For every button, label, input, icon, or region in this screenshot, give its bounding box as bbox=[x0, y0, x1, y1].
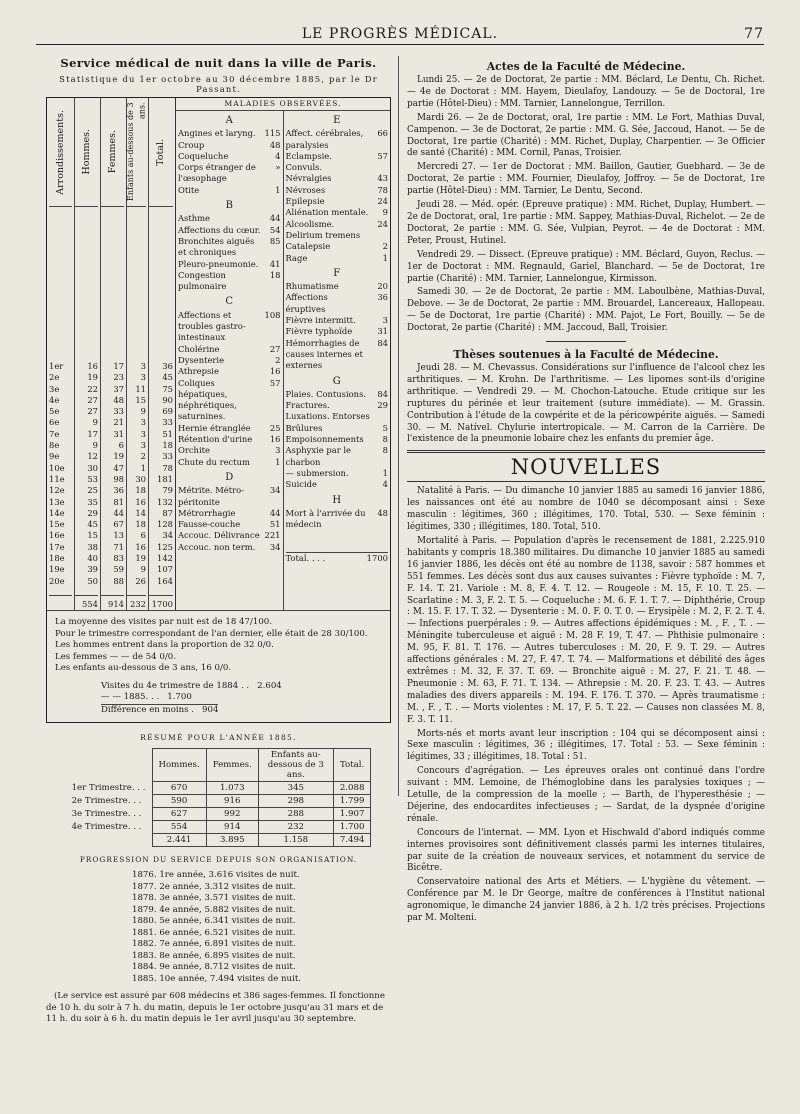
grand-total-label: Total. . . . bbox=[285, 553, 326, 564]
resume-cell: 288 bbox=[258, 808, 333, 821]
disease-name: Accouc. Délivrance bbox=[178, 530, 260, 541]
hommes-total: 554 bbox=[75, 595, 98, 610]
maladies-section bbox=[176, 98, 390, 610]
disease-name: Affections éruptives bbox=[285, 292, 328, 314]
disease-row bbox=[286, 253, 389, 264]
resume-cell: 3e Trimestre. . . bbox=[71, 809, 142, 820]
service-note: (Le service est assuré par 608 médecins et 386 sages-femmes. Il fonctionne de 10 h. du soir à 7 h. du matin, depuis le 1er octobre jusqu'au 31 mars et de 11 h. du soir à 6 h. du matin depuis le 1er avril jusqu'au 30 septembre. bbox=[46, 991, 385, 1025]
resume-header-cell: Femmes. bbox=[206, 749, 258, 782]
resume-table bbox=[66, 748, 372, 847]
disease-name: Asthme bbox=[178, 213, 211, 224]
disease-count: 1 bbox=[382, 467, 388, 478]
resume-row bbox=[66, 808, 371, 821]
running-header bbox=[36, 26, 764, 45]
hommes-values: 16 19 22 27 27 9 17 9 12 30 53 25 35 29 45 15 38 40 39 50 bbox=[87, 361, 98, 586]
progression-item: 1881. 6e année, 6.521 visites de nuit. bbox=[132, 927, 296, 938]
disease-count: 25 bbox=[269, 422, 281, 433]
disease-name: Fausse-couche bbox=[178, 519, 241, 530]
resume-cell: 7.494 bbox=[333, 834, 371, 847]
disease-name: Fractures. Luxations. Entorses bbox=[285, 400, 370, 422]
resume-total-row bbox=[66, 834, 371, 847]
disease-count: 1 bbox=[382, 252, 388, 263]
progression-list bbox=[132, 870, 391, 985]
disease-name: Coqueluche bbox=[178, 150, 229, 161]
total-column bbox=[149, 98, 175, 610]
disease-count: 48 bbox=[269, 139, 281, 150]
disease-count: 36 bbox=[377, 292, 388, 303]
disease-row bbox=[178, 185, 281, 196]
disease-row bbox=[178, 270, 281, 293]
disease-count: 85 bbox=[269, 235, 281, 246]
nouvelles-list bbox=[407, 486, 765, 925]
maladies-left-column bbox=[176, 111, 283, 610]
resume-cell: 2.088 bbox=[333, 782, 371, 795]
resume-cell: 298 bbox=[258, 795, 333, 808]
disease-count: 1 bbox=[275, 456, 281, 467]
disease-row bbox=[286, 151, 389, 174]
femmes-column bbox=[101, 98, 127, 610]
left-column bbox=[46, 56, 391, 1106]
disease-row bbox=[286, 434, 389, 445]
disease-row bbox=[286, 423, 389, 434]
resume-cell: 1er Trimestre. . . bbox=[71, 783, 146, 794]
enfants-column bbox=[127, 98, 149, 610]
disease-name: Hernie étranglée bbox=[178, 422, 251, 433]
disease-row bbox=[178, 236, 281, 259]
resume-cell: 627 bbox=[152, 808, 206, 821]
visites-value: 1.700 bbox=[167, 692, 192, 703]
resume-cell: 232 bbox=[258, 821, 333, 834]
disease-name: Corps étranger de l'œsophage bbox=[178, 162, 256, 184]
statistics-box bbox=[46, 97, 391, 723]
resume-cell: 3.895 bbox=[206, 834, 258, 847]
disease-name: Alcoolisme. Delirium tremens bbox=[285, 218, 361, 240]
resume-cell: 2.441 bbox=[152, 834, 206, 847]
disease-row bbox=[178, 530, 281, 541]
summary-line: Les hommes entrent dans la proportion de 32 0/0. bbox=[55, 640, 274, 651]
resume-header-row bbox=[66, 749, 371, 782]
disease-name: Eclampsie. Convuls. bbox=[285, 150, 332, 173]
disease-count: 57 bbox=[377, 150, 388, 161]
disease-count: 51 bbox=[269, 519, 281, 530]
disease-name: Accouc. non term. bbox=[178, 541, 256, 552]
disease-row bbox=[286, 185, 389, 196]
section-separator bbox=[546, 341, 626, 342]
resume-cell bbox=[66, 834, 152, 847]
disease-row bbox=[286, 326, 389, 337]
disease-row bbox=[286, 445, 389, 468]
disease-row bbox=[286, 315, 389, 326]
disease-count: 44 bbox=[269, 507, 281, 518]
actes-paragraph: Mercredi 27. — 1er de Doctorat : MM. Baillon, Gautier, Guebhard. — 3e de Doctorat, 2e partie : MM. Fournier, Dieulafoy, Joffroy. — 5e de Doctorat, 1re partie (Hôtel-Dieu) : MM. Tarnier, Le Dentu, Second. bbox=[407, 162, 765, 197]
group-letter: A bbox=[225, 115, 233, 126]
disease-row bbox=[178, 259, 281, 270]
femmes-values: 17 23 37 48 33 21 31 6 19 47 98 36 81 44 67 13 71 83 59 88 bbox=[113, 361, 124, 586]
disease-name: Brûlures bbox=[285, 422, 323, 433]
disease-row bbox=[286, 281, 389, 292]
disease-name: Aliénation mentale. bbox=[285, 207, 369, 218]
disease-name: Congestion pulmonaire bbox=[178, 269, 227, 292]
maladies-header: MALADIES OBSERVÉES. bbox=[176, 98, 390, 111]
total-header: Total. bbox=[155, 138, 167, 166]
arrondissements-total bbox=[49, 595, 72, 599]
summary-line: Les femmes — — de 54 0/0. bbox=[55, 651, 176, 662]
disease-row bbox=[178, 355, 281, 366]
theses-title: Thèses soutenues à la Faculté de Médecine. bbox=[453, 348, 719, 362]
disease-count: 8 bbox=[382, 434, 388, 445]
disease-count: 5 bbox=[382, 422, 388, 433]
disease-count: 4 bbox=[275, 150, 281, 161]
hommes-column bbox=[75, 98, 101, 610]
resume-header-cell: Hommes. bbox=[152, 749, 206, 782]
arrondissements-column bbox=[47, 98, 75, 610]
disease-count: 29 bbox=[377, 400, 388, 411]
disease-name: Affections et troubles gastro-intestinaux bbox=[178, 309, 246, 343]
nouvelles-paragraph: Morts-nés et morts avant leur inscription : 104 qui se décomposent ainsi : Sexe masculin : légitimes, 36 ; illégitimes, 17. Total : 53. — Sexe féminin : légitimes, 33 ; illégitimes, 18. Total : 51. bbox=[407, 728, 765, 763]
disease-count: 43 bbox=[377, 173, 388, 184]
actes-paragraph: Lundi 25. — 2e de Doctorat, 2e partie : MM. Béclard, Le Dentu, Ch. Richet. — 4e de Doctorat : MM. Hayem, Dieulafoy, Landouzy. — 5e de Doctoral, 1re partie (Hôtel-Dieu) : MM. Tarnier, Lannelongue, Terrillon. bbox=[407, 75, 765, 109]
femmes-total: 914 bbox=[101, 595, 124, 610]
theses-paragraph: Jeudi 28. — M. Chevassus. Considérations sur l'influence de l'alcool chez les arthritiques. — M. Krohn. De l'arthritisme. — Les lipomes sont-ils d'origine arthritique. — Vendredi 29. — M. Chochon-Latouche. Etude critique sur les ruptures du périnée et leur traitement (suture immédiate). — M. Grassin. Contribution à l'étude de la cowpérite et de la péricowpérite aiguës. — Samedi 30. — M. Natível. Chylurie intertropicale. — M. Carron de la Carrière. De l'existence de la pneumonie lobaire chez les enfants du premier âge. bbox=[407, 363, 765, 445]
disease-name: Cholérine bbox=[178, 343, 220, 354]
resume-cell: 670 bbox=[152, 782, 206, 795]
actes-paragraph: Mardi 26. — 2e de Doctorat, oral, 1re partie : MM. Le Fort, Mathias Duval, Campenon. — 3e de Doctorat, 2e partie : MM. G. Sée, Jaccoud, Hanot. — 5e de Doctorat, 1re partie (Charité) : MM. Richet, Duplay, Charpentier. — 3e Officier de santé (Charité) : MM. Cornil, Panas, Troisier. bbox=[407, 112, 765, 159]
actes-paragraph: Vendredi 29. — Dissect. (Epreuve pratique) : MM. Béclard, Guyon, Reclus. — 1er de Doctorat : MM. Regnauld, Gariel, Blanchard. — 5e de Doctorat, 1re partie (Charité) : MM. Tarnier, Lannelongue, Kirmisson. bbox=[407, 249, 765, 284]
disease-name: Mort à l'arrivée du médecin bbox=[285, 507, 366, 530]
disease-count: 16 bbox=[269, 434, 281, 445]
total-values: 36 45 75 90 69 33 51 18 33 78 181 79 132 87 128 34 125 142 107 164 bbox=[157, 361, 173, 586]
disease-row bbox=[178, 519, 281, 530]
disease-name: Empoisonnements bbox=[285, 434, 364, 445]
statistics-subtitle: Statistique du 1er octobre au 30 décembre 1885, par le Dr Passant. bbox=[59, 74, 378, 94]
disease-count: 108 bbox=[264, 309, 281, 320]
disease-row bbox=[178, 344, 281, 355]
resume-header-cell bbox=[66, 749, 152, 782]
disease-name: Affections du cœur. bbox=[178, 224, 261, 235]
disease-row bbox=[178, 140, 281, 151]
progression-item: 1880. 5e année, 6.341 visites de nuit. bbox=[132, 916, 296, 927]
disease-row bbox=[178, 310, 281, 344]
grand-total-value: 1700 bbox=[366, 553, 388, 564]
disease-name: Névralgies bbox=[285, 173, 332, 184]
disease-row bbox=[286, 173, 389, 184]
disease-row bbox=[286, 196, 389, 207]
disease-count: 34 bbox=[269, 485, 281, 496]
disease-name: Névroses bbox=[285, 184, 326, 195]
grand-total-row bbox=[286, 552, 389, 564]
statistics-summary bbox=[47, 610, 390, 722]
disease-row bbox=[178, 542, 281, 553]
progression-item: 1876. 1re année, 3.616 visites de nuit. bbox=[132, 870, 300, 881]
disease-name: Epilepsie bbox=[285, 196, 325, 207]
enfants-total: 232 bbox=[127, 595, 146, 610]
nouvelles-paragraph: Conservatoire national des Arts et Métiers. — L'hygiène du vêtement. — Conférence par M. le Dr George, maître de conférences à l'Institut national agronomique, le dimanche 24 janvier 1886, à 2 h. 1/2 très précises. Projections par M. Molteni. bbox=[407, 877, 765, 924]
total-total: 1700 bbox=[149, 595, 173, 610]
group-letter: E bbox=[333, 115, 341, 126]
disease-count: 34 bbox=[269, 541, 281, 552]
disease-count: 24 bbox=[377, 218, 388, 229]
disease-row bbox=[286, 219, 389, 242]
resume-cell: 1.158 bbox=[258, 834, 333, 847]
disease-count: 31 bbox=[377, 326, 388, 337]
disease-name: Otite bbox=[178, 184, 200, 195]
disease-count: 84 bbox=[377, 337, 388, 348]
disease-row bbox=[178, 151, 281, 162]
resume-cell: 1.799 bbox=[333, 795, 371, 808]
disease-name: Affect. cérébrales, paralysies bbox=[285, 128, 364, 150]
disease-row bbox=[178, 225, 281, 236]
disease-count: 84 bbox=[377, 388, 388, 399]
resume-cell: 4e Trimestre. . . bbox=[71, 822, 142, 833]
disease-name: Dysenterie bbox=[178, 354, 225, 365]
nouvelles-paragraph: Concours de l'internat. — MM. Lyon et Hischwald d'abord indiqués comme internes provisoires sont définitivement classés parmi les internes titulaires, par suite de la création de nouveaux services, et notamment du service de Bicêtre. bbox=[407, 827, 765, 874]
disease-count: 2 bbox=[275, 354, 281, 365]
resume-row bbox=[66, 821, 371, 834]
disease-name: Rhumatisme bbox=[285, 281, 339, 292]
disease-count: 48 bbox=[377, 507, 388, 518]
disease-name: Fièvre typhoïde bbox=[285, 326, 353, 337]
resume-cell: 590 bbox=[152, 795, 206, 808]
disease-row bbox=[286, 292, 389, 315]
nouvelles-paragraph: Concours d'agrégation. — Les épreuves orales ont continué dans l'ordre suivant : MM. Lemoine, de l'hémoglobine dans les paralysies toxiques ; — Letulle, de la compression de la moelle ; — Barth, de l'hyperesthésie ; — Déjerine, des endocardites infectieuses ; — Sardat, de la dyspnée d'origine rénale. bbox=[407, 766, 765, 824]
disease-row bbox=[286, 338, 389, 372]
disease-row bbox=[178, 162, 281, 185]
disease-count: 44 bbox=[269, 213, 281, 224]
disease-count: 78 bbox=[377, 184, 388, 195]
disease-count: 115 bbox=[264, 128, 281, 139]
disease-count: 4 bbox=[382, 479, 388, 490]
actes-paragraph: Jeudi 28. — Méd. opér. (Epreuve pratique) : MM. Richet, Duplay, Humbert. — 2e de Doctorat, oral, 1re partie : MM. Sappey, Mathias-Duval, Richelot. — 2e de Doctorat, 2e partie : MM. G. Sée, Vulpian, Peyrot. — 4e de Doctorat : MM. Peter, Proust, Hutinel. bbox=[407, 200, 765, 246]
resume-header-cell: Enfants au-dessous de 3 ans. bbox=[258, 749, 333, 782]
disease-name: Bronchites aiguës et chroniques bbox=[178, 235, 255, 258]
disease-row bbox=[178, 366, 281, 377]
disease-count: 8 bbox=[382, 445, 388, 456]
maladies-right-column bbox=[283, 111, 391, 610]
disease-name: Rage bbox=[285, 252, 308, 263]
disease-row bbox=[286, 389, 389, 400]
resume-cell: 2e Trimestre. . . bbox=[71, 796, 142, 807]
disease-name: Chute du rectum bbox=[178, 456, 250, 467]
disease-count: 24 bbox=[377, 196, 388, 207]
progression-item: 1878. 3e année, 3.571 visites de nuit. bbox=[132, 893, 296, 904]
page-number: 77 bbox=[744, 26, 764, 42]
resume-cell: 914 bbox=[206, 821, 258, 834]
resume-row bbox=[66, 795, 371, 808]
progression-item: 1882. 7e année, 6.891 visites de nuit. bbox=[132, 939, 296, 950]
visites-value: 2.604 bbox=[257, 680, 282, 691]
disease-name: Plaies. Contusions. bbox=[285, 388, 367, 399]
resume-title: RÉSUMÉ POUR L'ANNÉE 1885. bbox=[140, 733, 297, 743]
group-letter: B bbox=[225, 200, 233, 212]
group-letter: C bbox=[225, 296, 234, 308]
summary-line: La moyenne des visites par nuit est de 18 47/100. bbox=[55, 617, 272, 628]
disease-count: 54 bbox=[269, 224, 281, 235]
disease-count: 16 bbox=[269, 366, 281, 377]
disease-count: 27 bbox=[269, 343, 281, 354]
disease-count: 41 bbox=[269, 258, 281, 269]
summary-line: Pour le trimestre correspondant de l'an dernier, elle était de 28 30/100. bbox=[55, 628, 368, 639]
resume-row bbox=[66, 782, 371, 795]
progression-item: 1883. 8e année, 6.895 visites de nuit. bbox=[132, 950, 296, 961]
disease-name: Pleuro-pneumonie. bbox=[178, 258, 259, 269]
disease-name: Fièvre intermitt. bbox=[285, 315, 356, 326]
resume-cell: 1.700 bbox=[333, 821, 371, 834]
visites-label: Différence en moins . bbox=[101, 704, 195, 715]
resume-cell: 345 bbox=[258, 782, 333, 795]
disease-row bbox=[286, 400, 389, 423]
group-letter: F bbox=[333, 267, 341, 279]
column-divider bbox=[398, 56, 399, 796]
summary-line: Les enfants au-dessous de 3 ans, 16 0/0. bbox=[55, 663, 232, 674]
resume-cell: 992 bbox=[206, 808, 258, 821]
journal-title: LE PROGRÈS MÉDICAL. bbox=[301, 26, 499, 42]
visites-label: Visites du 4e trimestre de 1884 . . bbox=[101, 680, 250, 691]
disease-row bbox=[286, 207, 389, 218]
disease-name: — submersion. bbox=[285, 467, 349, 478]
disease-row bbox=[178, 508, 281, 519]
actes-paragraph: Samedi 30. — 2e de Doctorat, 2e partie : MM. Laboulbène, Mathias-Duval, Debove. — 3e de Doctorat, 2e partie : MM. Brouardel, Lancereaux, Hallopeau. — 5e de Doctorat, 1re partie (Charité) : MM. Pajot, Le Fort, Bouilly. — 5e de Doctorat, 2e partie (Charité) : MM. Jaccoud, Ball, Troisier. bbox=[407, 287, 765, 334]
disease-row bbox=[178, 423, 281, 434]
arrondissements-values: 1er 2e 3e 4e 5e 6e 7e 8e 9e 10e 11e 12e 13e 14e 15e 16e 17e 18e 19e 20e bbox=[49, 361, 65, 586]
progression-item: 1885. 10e année, 7.494 visites de nuit. bbox=[132, 973, 302, 984]
disease-name: Orchite bbox=[178, 445, 210, 456]
disease-name: Métrorrhagie bbox=[178, 507, 236, 518]
disease-count: 57 bbox=[269, 377, 281, 388]
progression-title: PROGRESSION DU SERVICE DEPUIS SON ORGANISATION. bbox=[79, 855, 358, 865]
disease-name: Métrite. Métro-péritonite bbox=[178, 485, 244, 507]
disease-row bbox=[178, 445, 281, 456]
resume-cell: 1.907 bbox=[333, 808, 371, 821]
hommes-header: Hommes. bbox=[80, 129, 92, 175]
resume-header-cell: Total. bbox=[333, 749, 371, 782]
disease-row bbox=[178, 128, 281, 139]
disease-name: Angines et laryng. bbox=[178, 128, 256, 139]
arrondissements-header: Arrondissements. bbox=[54, 109, 66, 195]
disease-row bbox=[178, 378, 281, 423]
disease-name: Athrepsie bbox=[178, 366, 219, 377]
disease-name: Coliques hépatiques, néphrétiques, saturnines. bbox=[178, 377, 237, 422]
group-letter: D bbox=[225, 471, 234, 483]
disease-name: Croup bbox=[178, 139, 205, 150]
group-letter: H bbox=[332, 494, 342, 506]
disease-count: 18 bbox=[269, 269, 281, 280]
progression-item: 1879. 4e année, 5.882 visites de nuit. bbox=[132, 904, 296, 915]
disease-count: 3 bbox=[275, 445, 281, 456]
disease-name: Rétention d'urine bbox=[178, 434, 253, 445]
disease-row bbox=[178, 434, 281, 445]
visites-label: — — 1885. . . bbox=[101, 692, 160, 703]
disease-count: » bbox=[275, 162, 281, 173]
disease-row bbox=[286, 128, 389, 151]
femmes-header: Femmes. bbox=[106, 130, 118, 174]
actes-title: Actes de la Faculté de Médecine. bbox=[486, 60, 686, 73]
disease-count: 221 bbox=[264, 530, 281, 541]
enfants-header: Enfants au-dessous de 3 ans. bbox=[126, 102, 147, 201]
disease-name: Catalepsie bbox=[285, 241, 331, 252]
disease-count: 3 bbox=[382, 315, 388, 326]
resume-cell: 1.073 bbox=[206, 782, 258, 795]
progression-item: 1877. 2e année, 3.312 visites de nuit. bbox=[132, 881, 296, 892]
arrondissement-stats bbox=[47, 98, 176, 610]
disease-row bbox=[286, 479, 389, 490]
nouvelles-paragraph: Mortalité à Paris. — Population d'après le recensement de 1881, 2.225.910 habitants y compris 18.380 militaires. Du dimanche 10 janvier 1885 au samedi 16 janvier 1886, les décès ont été au nombre de 1138, savoir : 587 hommes et 551 femmes. Les décès sont dus aux causes suivantes : Fièvre typhoïde : M. 7, F. 14. T. 21. Variole : M. 8, F. 4. T. 12. — Rougeole : M. 15, F. 10. T. 25. — Scarlatine : M. 3, F. 2. T. 5. — Coqueluche : M. 6. F. 1. T. 7. — Diphthérie, Croup : M. 15. F. 17. T. 32. — Dysenterie : M. 0. F. 0. T. 0. — Erysipèle : M. 2, F. 2. T. 4. — Infections puerpérales : 9. — Autres affections épidémiques : M. , F. , T. . — Méningite tuberculeuse et aiguë : M. 28 F. 19, T. 47. — Phthisie pulmonaire : M. 95, F. 81. T. 176. — Autres tuberculoses : M. 20, F. 9. T. 29. — Autres affections générales : M. 27, F. 47. T. 74. — Malformations et débilité des âges extrêmes : M. 32, F. 37. T. 69. — Bronchite aiguë : M. 27, F. 21. T. 48. — Pneumonie : M. 63, F. 71. T. 134. — Athrepsie : M. 20. F. 23. T. 43. — Autres maladies des divers appareils : M. 194. F. 176. T. 370. — Après traumatisme : M. , F. , T. . — Morts violentes : M. 17, F. 5. T. 22. — Causes non classées M. 8, F. 3. T. 11. bbox=[407, 536, 765, 725]
disease-name: Asphyxie par le charbon bbox=[285, 445, 352, 467]
disease-count: 1 bbox=[275, 184, 281, 195]
disease-row bbox=[286, 241, 389, 252]
resume-cell: 554 bbox=[152, 821, 206, 834]
disease-name: Suicide bbox=[285, 479, 317, 490]
disease-name: Hémorrhagies de causes internes et externes bbox=[285, 337, 363, 371]
disease-row bbox=[178, 213, 281, 224]
disease-count: 2 bbox=[382, 241, 388, 252]
visites-value: 904 bbox=[202, 704, 219, 715]
nouvelles-title: NOUVELLES bbox=[407, 450, 765, 482]
enfants-values: 3 3 11 15 9 3 3 3 2 1 30 18 16 14 18 6 16 19 9 26 bbox=[135, 361, 146, 586]
visites-comparison bbox=[101, 681, 382, 717]
statistics-table bbox=[47, 98, 390, 610]
disease-row bbox=[286, 468, 389, 479]
disease-row bbox=[178, 457, 281, 468]
actes-list bbox=[407, 75, 765, 335]
service-title: Service médical de nuit dans la ville de Paris. bbox=[60, 56, 377, 70]
disease-count: 9 bbox=[382, 207, 388, 218]
nouvelles-paragraph: Natalité à Paris. — Du dimanche 10 janvier 1885 au samedi 16 janvier 1886, les naissances ont été au nombre de 1040 se décomposant ainsi : Sexe masculin : légitimes, 360 ; illégitimes, 170. Total, 530. — Sexe féminin : légitimes, 330 ; illégitimes, 180. Total, 510. bbox=[407, 486, 765, 533]
disease-count: 20 bbox=[377, 281, 388, 292]
disease-row bbox=[286, 508, 389, 531]
disease-row bbox=[178, 485, 281, 508]
resume-cell: 916 bbox=[206, 795, 258, 808]
group-letter: G bbox=[332, 375, 341, 387]
right-column bbox=[407, 56, 765, 1106]
disease-count: 66 bbox=[377, 128, 388, 139]
progression-item: 1884. 9e année, 8.712 visites de nuit. bbox=[132, 962, 296, 973]
